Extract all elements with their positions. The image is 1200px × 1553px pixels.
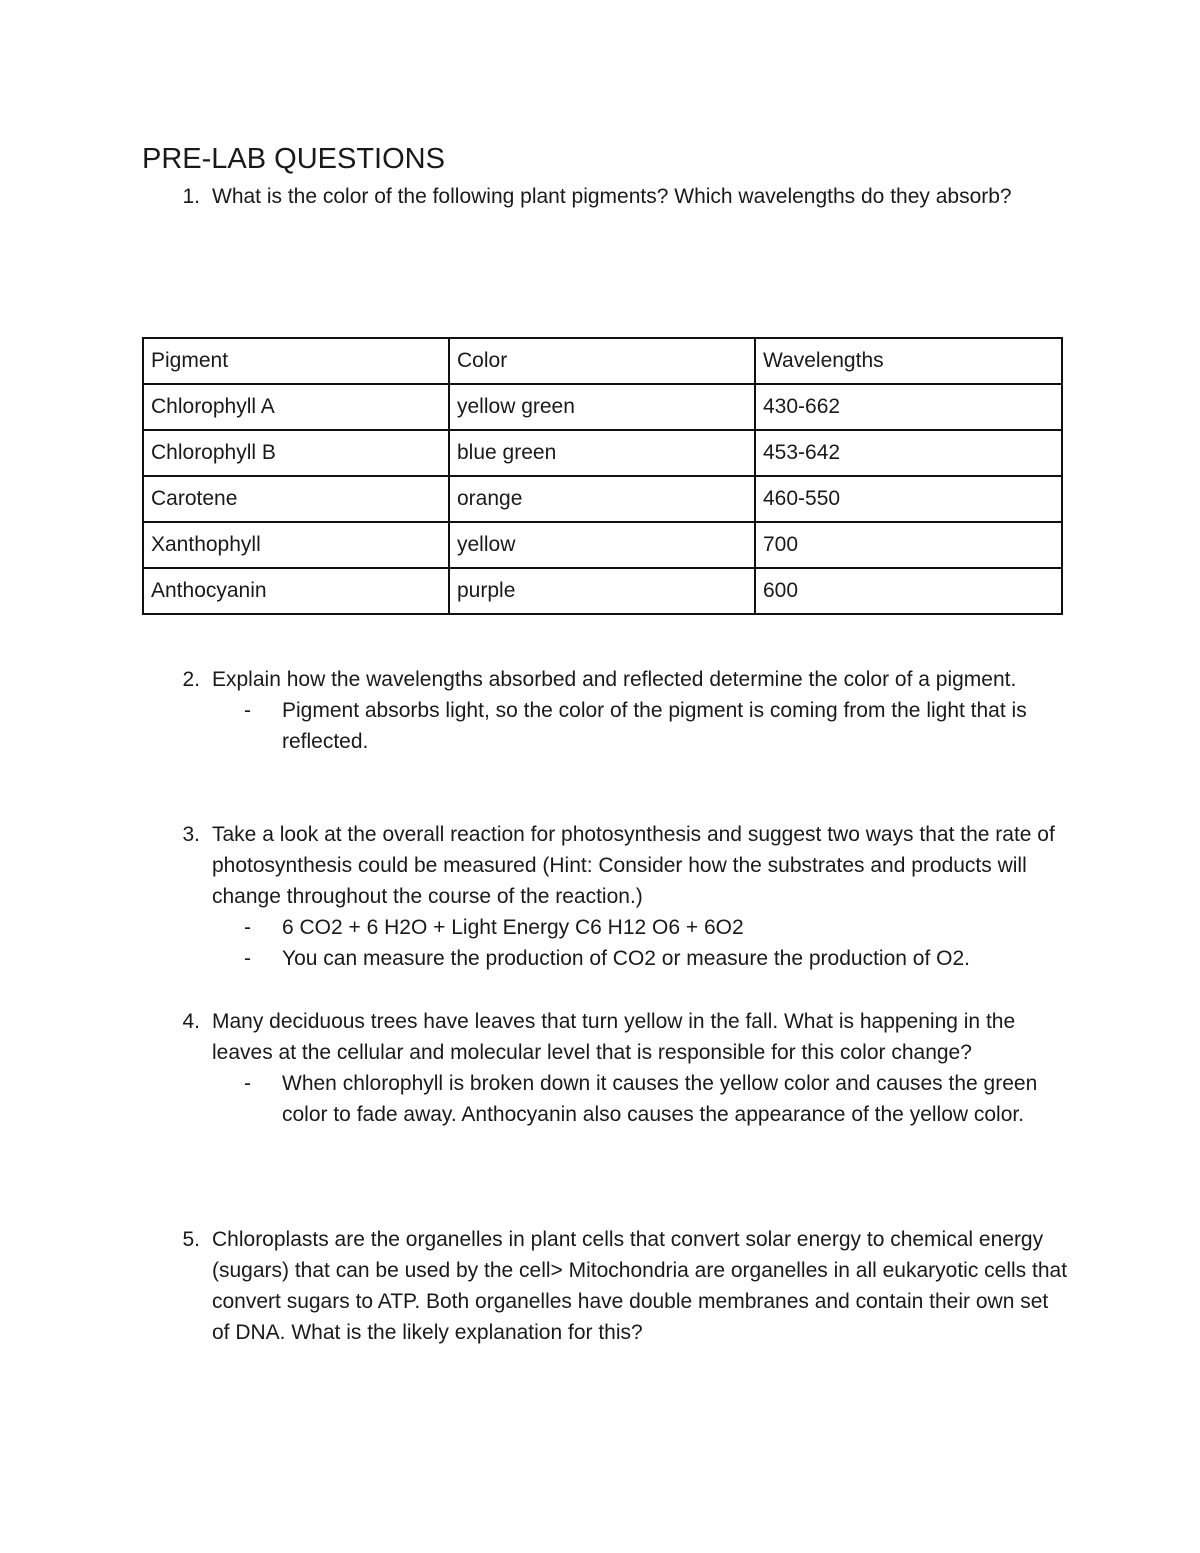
question-text: Take a look at the overall reaction for photosynthesis and suggest two ways that the rate of photosynthesis could be measured (Hint: Consider how the substrates and products will change throughout the course of the reaction.) xyxy=(212,823,1055,908)
cell-wavelengths: 460-550 xyxy=(755,476,1062,522)
question-number: 3. xyxy=(182,823,200,846)
table-row xyxy=(143,568,1062,614)
cell-color: orange xyxy=(449,476,755,522)
dash-bullet: - xyxy=(244,947,251,970)
table-row xyxy=(143,384,1062,430)
cell-wavelengths: 453-642 xyxy=(755,430,1062,476)
question-number: 4. xyxy=(182,1010,200,1033)
question-number: 2. xyxy=(182,668,200,691)
answer-item xyxy=(244,912,1062,943)
question-2 xyxy=(170,664,1070,757)
question-number: 5. xyxy=(182,1228,200,1251)
answer-text: You can measure the production of CO2 or measure the production of O2. xyxy=(282,947,970,970)
pigment-table xyxy=(142,337,1063,615)
cell-pigment: Anthocyanin xyxy=(143,568,449,614)
question-text: Chloroplasts are the organelles in plant cells that convert solar energy to chemical energy (sugars) that can be used by the cell> Mitochondria are organelles in all eukaryotic cells that convert sugars to ATP. Both organelles have double membranes and contain their own set of DNA. What is the likely explanation for this? xyxy=(212,1228,1068,1344)
dash-bullet: - xyxy=(244,916,251,939)
answer-text: Pigment absorbs light, so the color of the pigment is coming from the light that is reflected. xyxy=(282,699,1027,753)
cell-wavelengths: 430-662 xyxy=(755,384,1062,430)
header-pigment: Pigment xyxy=(143,338,449,384)
question-3 xyxy=(170,819,1070,974)
dash-bullet: - xyxy=(244,699,251,722)
answer-item xyxy=(244,695,1062,757)
page-title: PRE-LAB QUESTIONS xyxy=(142,143,445,175)
question-5 xyxy=(170,1224,1070,1348)
question-text: Explain how the wavelengths absorbed and reflected determine the color of a pigment. xyxy=(212,668,1017,691)
answer-text: When chlorophyll is broken down it causes the yellow color and causes the green color to fade away. Anthocyanin also causes the appearance of the yellow color. xyxy=(282,1072,1038,1126)
cell-pigment: Xanthophyll xyxy=(143,522,449,568)
cell-wavelengths: 700 xyxy=(755,522,1062,568)
answer-item xyxy=(244,943,1062,974)
cell-color: purple xyxy=(449,568,755,614)
header-wavelengths: Wavelengths xyxy=(755,338,1062,384)
table-row xyxy=(143,476,1062,522)
question-number: 1. xyxy=(182,185,200,208)
answer-item xyxy=(244,1068,1062,1130)
cell-wavelengths: 600 xyxy=(755,568,1062,614)
cell-color: blue green xyxy=(449,430,755,476)
header-color: Color xyxy=(449,338,755,384)
cell-pigment: Carotene xyxy=(143,476,449,522)
question-1 xyxy=(170,181,1070,212)
table-header-row xyxy=(143,338,1062,384)
dash-bullet: - xyxy=(244,1072,251,1095)
answer-text: 6 CO2 + 6 H2O + Light Energy C6 H12 O6 + 6O2 xyxy=(282,916,744,939)
cell-pigment: Chlorophyll A xyxy=(143,384,449,430)
cell-color: yellow green xyxy=(449,384,755,430)
question-text: Many deciduous trees have leaves that turn yellow in the fall. What is happening in the leaves at the cellular and molecular level that is responsible for this color change? xyxy=(212,1010,1016,1064)
table-row xyxy=(143,522,1062,568)
cell-pigment: Chlorophyll B xyxy=(143,430,449,476)
cell-color: yellow xyxy=(449,522,755,568)
table-row xyxy=(143,430,1062,476)
question-4 xyxy=(170,1006,1070,1130)
question-text: What is the color of the following plant pigments? Which wavelengths do they absorb? xyxy=(212,185,1012,208)
